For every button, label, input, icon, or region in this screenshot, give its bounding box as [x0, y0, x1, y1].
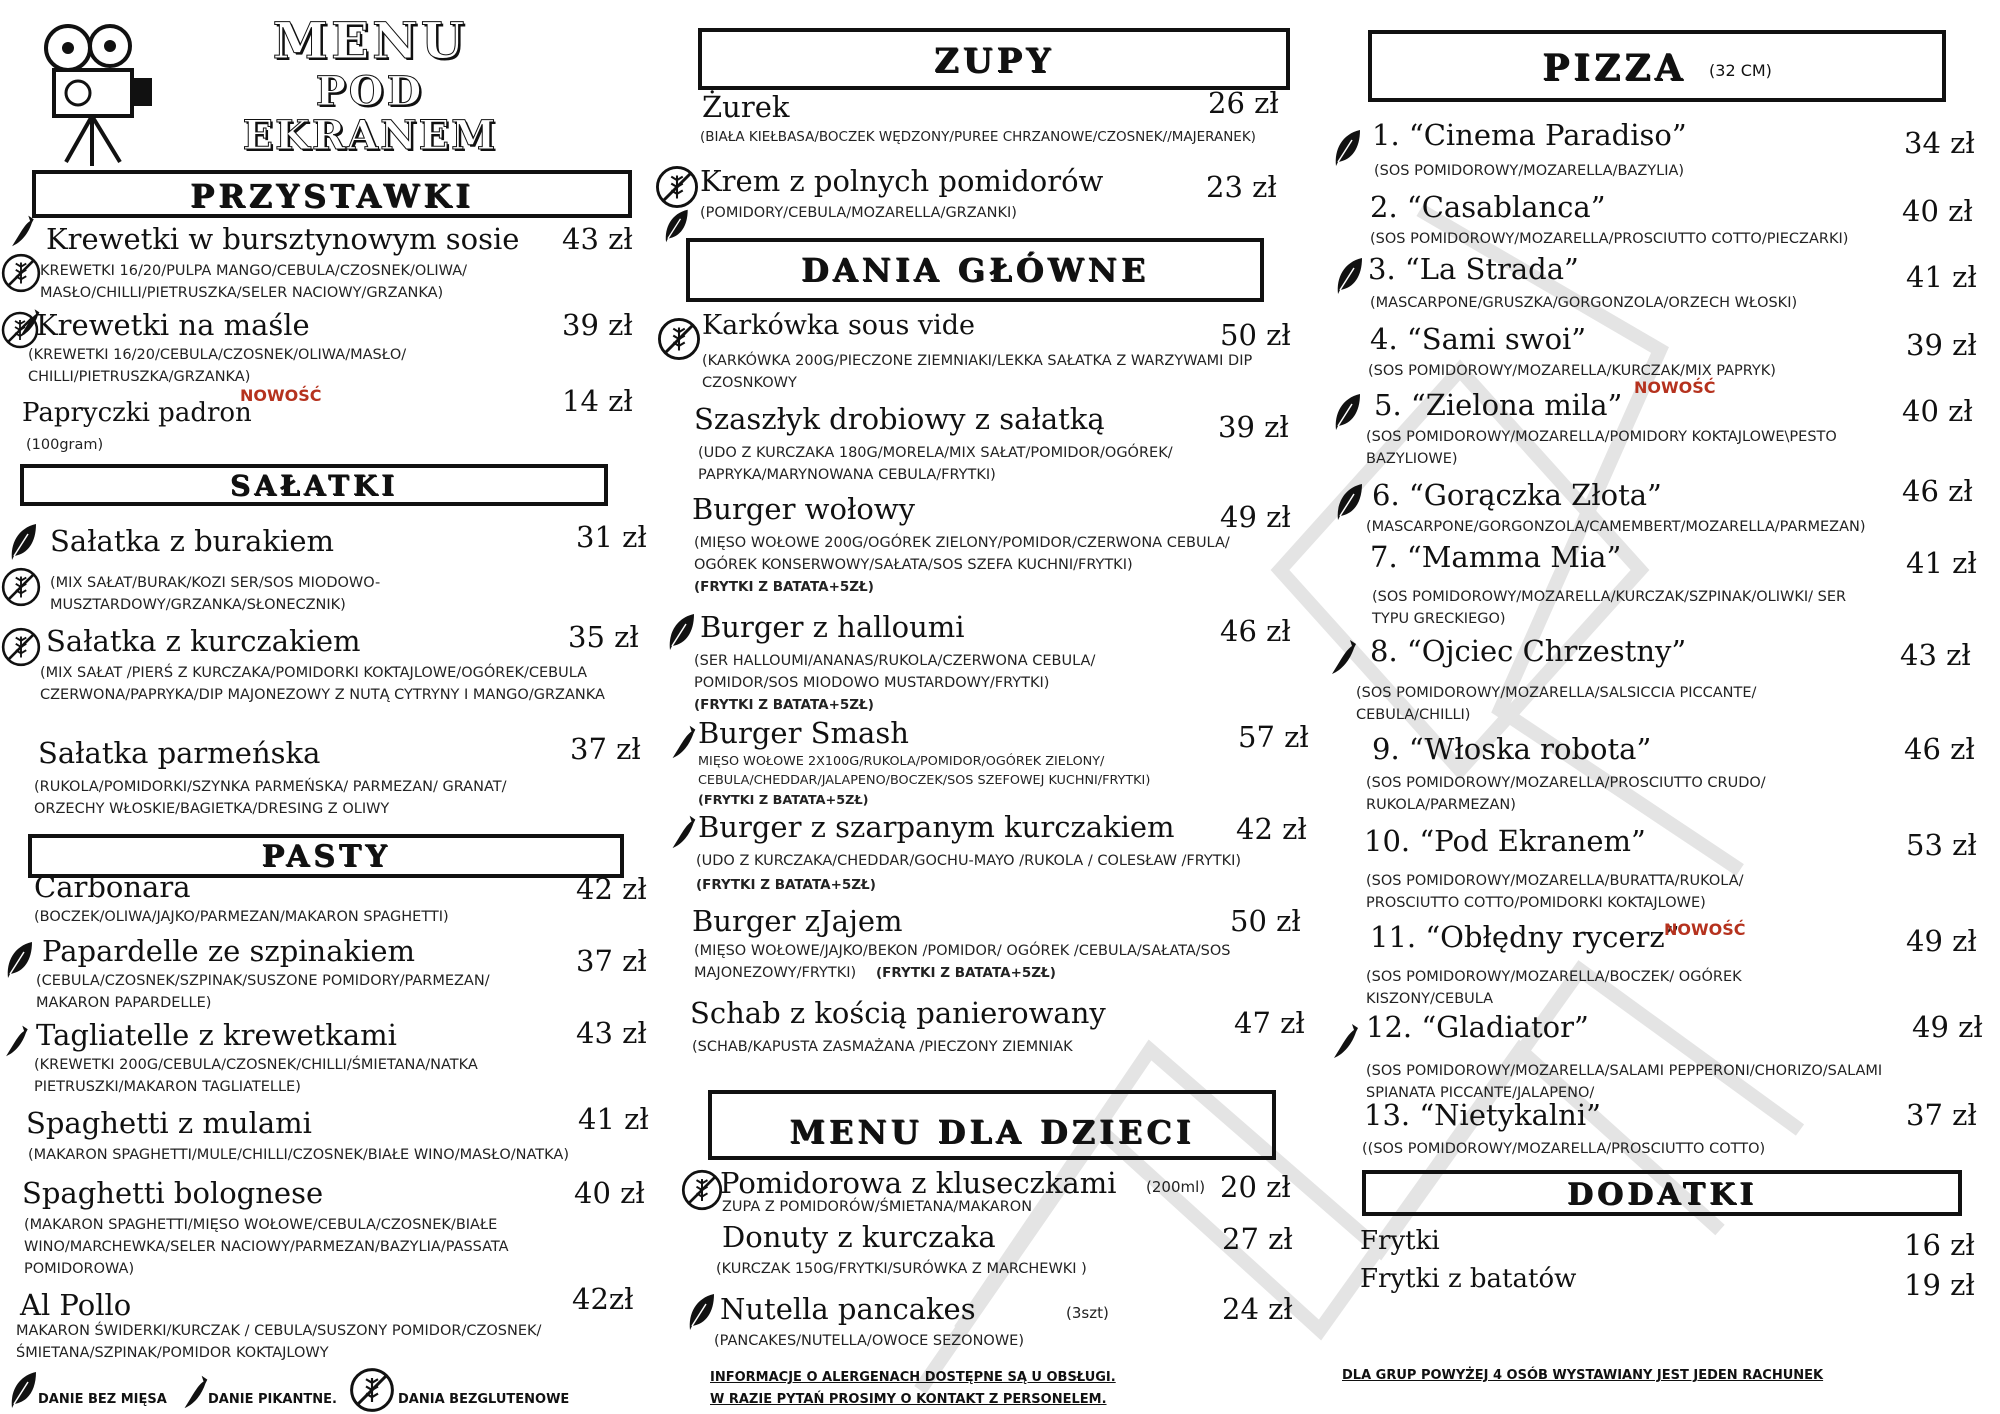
item-description: MAKARON ŚWIDERKI/KURCZAK / CEBULA/SUSZONY POMIDOR/CZOSNEK/ ŚMIETANA/SZPINAK/POMIDOR KOKTAJLOWY: [16, 1323, 542, 1361]
leaf-icon: [666, 612, 696, 652]
item-description: (SER HALLOUMI/ANANAS/RUKOLA/CZERWONA CEBULA/ POMIDOR/SOS MIODOWO MUSTARDOWY/FRYTKI): [694, 653, 1096, 691]
item-price: 49 zł: [1912, 1010, 1983, 1044]
item-name: Karkówka sous vide: [702, 310, 976, 341]
gluten-free-icon: [348, 1366, 396, 1414]
chili-icon: [668, 722, 698, 760]
item-description: (MASCARPONE/GRUSZKA/GORGONZOLA/ORZECH WŁOSKI): [1370, 295, 1798, 311]
chili-icon: [180, 1372, 210, 1410]
item-name: Sałatka z kurczakiem: [46, 624, 361, 658]
item-name: Donuty z kurczaka: [722, 1220, 996, 1254]
leaf-icon: [8, 522, 38, 562]
item-name: Frytki z batatów: [1360, 1264, 1577, 1294]
item-name: Szaszłyk drobiowy z sałatką: [694, 402, 1105, 436]
menu-title: MENU POD EKRANEM: [242, 11, 498, 159]
item-name: Al Pollo: [20, 1288, 132, 1322]
item-description: (MIX SAŁAT/BURAK/KOZI SER/SOS MIODOWO- MUSZTARDOWY/GRZANKA/SŁONECZNIK): [50, 575, 381, 613]
section-dania-glowne: DANIA GŁÓWNE: [686, 238, 1264, 302]
item-name: Burger wołowy: [692, 492, 916, 526]
item-price: 23 zł: [1206, 170, 1277, 204]
item-description: (PANCAKES/NUTELLA/OWOCE SEZONOWE): [714, 1333, 1025, 1349]
item-price: 35 zł: [568, 620, 639, 654]
item-description: (KREWETKI 16/20/CEBULA/CZOSNEK/OLIWA/MASŁO/ CHILLI/PIETRUSZKA/GRZANKA): [28, 347, 407, 385]
item-description: (SOS POMIDOROWY/MOZARELLA/SALAMI PEPPERONI/CHORIZO/SALAMI SPIANATA PICCANTE/JALAPENO/: [1366, 1063, 1883, 1101]
contact-info: W RAZIE PYTAŃ PROSIMY O KONTAKT Z PERSONELEM.: [710, 1392, 1107, 1407]
item-price: 40 zł: [574, 1176, 645, 1210]
item-description: (UDO Z KURCZAKA 180G/MORELA/MIX SAŁAT/POMIDOR/OGÓREK/ PAPRYKA/MARYNOWANA CEBULA/FRYTKI): [698, 445, 1173, 483]
item-description: (RUKOLA/POMIDORKI/SZYNKA PARMEŃSKA/ PARMEZAN/ GRANAT/ ORZECHY WŁOSKIE/BAGIETKA/DRESING Z OLIWY: [34, 779, 507, 817]
chili-icon: [1330, 1020, 1360, 1060]
new-badge: NOWOŚĆ: [240, 386, 322, 405]
item-price: 40 zł: [1902, 194, 1973, 228]
item-description: KREWETKI 16/20/PULPA MANGO/CEBULA/CZOSNEK/OLIWA/ MASŁO/CHILLI/PIETRUSZKA/SELER NACIOWY/GRZANKA): [40, 263, 468, 301]
item-name: 10. “Pod Ekranem”: [1364, 824, 1646, 858]
section-dodatki: DODATKI: [1362, 1170, 1962, 1216]
item-name: Sałatka parmeńska: [38, 736, 321, 770]
item-price: 39 zł: [1218, 410, 1289, 444]
item-name: 5. “Zielona mila”: [1374, 388, 1623, 422]
pizza-size: (32 CM): [1709, 61, 1772, 80]
item-description: (BOCZEK/OLIWA/JAJKO/PARMEZAN/MAKARON SPAGHETTI): [34, 909, 449, 925]
item-name: Krem z polnych pomidorów: [700, 164, 1104, 198]
item-price: 19 zł: [1904, 1268, 1975, 1302]
item-description: (SOS POMIDOROWY/MOZARELLA/BAZYLIA): [1374, 163, 1685, 179]
legend-gluten-free: DANIA BEZGLUTENOWE: [398, 1392, 570, 1407]
item-price: 14 zł: [562, 384, 633, 418]
item-price: 26 zł: [1208, 86, 1279, 120]
legend-spicy: DANIE PIKANTNE.: [208, 1392, 337, 1407]
item-name: Schab z kością panierowany: [690, 996, 1106, 1030]
item-price: 39 zł: [562, 308, 633, 342]
item-description: MIĘSO WOŁOWE 2X100G/RUKOLA/POMIDOR/OGÓREK ZIELONY/ CEBULA/CHEDDAR/JALAPENO/BOCZEK/SOS SZEFOWEJ KUCHNI/FRYTKI): [698, 754, 1151, 788]
item-price: 43 zł: [562, 222, 633, 256]
item-description: (SOS POMIDOROWY/MOZARELLA/PROSCIUTTO CRUDO/ RUKOLA/PARMEZAN): [1366, 775, 1766, 813]
gluten-free-icon: [656, 316, 702, 362]
item-name: Krewetki w bursztynowym sosie: [46, 222, 520, 256]
item-name: Frytki: [1360, 1226, 1440, 1256]
item-name: 12. “Gladiator”: [1366, 1010, 1589, 1044]
item-price: 42zł: [572, 1282, 634, 1316]
item-description: (100gram): [26, 437, 104, 453]
item-description: (BIAŁA KIEŁBASA/BOCZEK WĘDZONY/PUREE CHRZANOWE/CZOSNEK//MAJERANEK): [700, 129, 1256, 145]
item-description: (CEBULA/CZOSNEK/SZPINAK/SUSZONE POMIDORY/PARMEZAN/ MAKARON PAPARDELLE): [36, 973, 490, 1011]
item-description: (KURCZAK 150G/FRYTKI/SURÓWKA Z MARCHEWKI ): [716, 1261, 1087, 1277]
leaf-icon: [1332, 128, 1362, 168]
item-description: (SOS POMIDOROWY/MOZARELLA/KURCZAK/SZPINAK/OLIWKI/ SER TYPU GRECKIEGO): [1372, 589, 1847, 627]
item-price: 41 zł: [1906, 546, 1977, 580]
item-description: (SOS POMIDOROWY/MOZARELLA/POMIDORY KOKTAJLOWE\PESTO BAZYLIOWE): [1366, 429, 1837, 467]
item-quantity: (200ml): [1146, 1178, 1206, 1196]
section-zupy: ZUPY: [698, 28, 1290, 90]
section-pizza: PIZZA (32 CM): [1368, 30, 1946, 102]
item-name: 13. “Nietykalni”: [1364, 1098, 1601, 1132]
item-name: Krewetki na maśle: [36, 308, 310, 342]
leaf-icon: [4, 940, 34, 980]
gluten-free-icon: [680, 1168, 724, 1212]
item-name: Papryczki padron: [22, 398, 252, 428]
item-name: 2. “Casablanca”: [1370, 190, 1606, 224]
item-extra: (FRYTKI Z BATATA+5ZŁ): [696, 877, 876, 893]
leaf-icon: [686, 1292, 716, 1332]
item-price: 27 zł: [1222, 1222, 1293, 1256]
item-description: (SOS POMIDOROWY/MOZARELLA/PROSCIUTTO COTTO/PIECZARKI): [1370, 231, 1849, 247]
item-name: 8. “Ojciec Chrzestny”: [1370, 634, 1687, 668]
leaf-icon: [1334, 482, 1364, 522]
item-description: (SCHAB/KAPUSTA ZASMAŻANA /PIECZONY ZIEMNIAK: [692, 1039, 1073, 1055]
chili-icon: [8, 212, 36, 248]
chili-icon: [2, 1022, 30, 1058]
gluten-free-icon: [0, 252, 42, 294]
item-price: 24 zł: [1222, 1292, 1293, 1326]
item-price: 53 zł: [1906, 828, 1977, 862]
item-name: 1. “Cinema Paradiso”: [1372, 118, 1687, 152]
item-description: ((SOS POMIDOROWY/MOZARELLA/PROSCIUTTO COTTO): [1362, 1141, 1766, 1157]
item-description: (MIĘSO WOŁOWE 200G/OGÓREK ZIELONY/POMIDOR/CZERWONA CEBULA/ OGÓREK KONSERWOWY/SAŁATA/SOS SZEFA KUCHNI/FRYTKI): [694, 535, 1230, 573]
item-price: 50 zł: [1230, 904, 1301, 938]
item-price: 50 zł: [1220, 318, 1291, 352]
item-price: 42 zł: [576, 872, 647, 906]
item-name: 7. “Mamma Mia”: [1370, 540, 1622, 574]
item-name: Tagliatelle z krewetkami: [36, 1018, 397, 1052]
item-extra: (FRYTKI Z BATATA+5ZŁ): [876, 965, 1056, 981]
item-description: (KARKÓWKA 200G/PIECZONE ZIEMNIAKI/LEKKA SAŁATKA Z WARZYWAMI DIP CZOSNKOWY: [702, 353, 1253, 391]
item-name: Burger zJajem: [692, 904, 903, 938]
item-price: 37 zł: [1906, 1098, 1977, 1132]
gluten-free-icon: [0, 626, 42, 668]
item-extra: (FRYTKI Z BATATA+5ZŁ): [694, 697, 874, 713]
item-price: 46 zł: [1902, 474, 1973, 508]
item-quantity: (3szt): [1066, 1304, 1109, 1322]
item-price: 37 zł: [570, 732, 641, 766]
item-name: 3. “La Strada”: [1368, 252, 1579, 286]
film-camera-icon: [36, 20, 166, 168]
item-description: (MASCARPONE/GORGONZOLA/CAMEMBERT/MOZARELLA/PARMEZAN): [1366, 519, 1866, 535]
new-badge: NOWOŚĆ: [1664, 920, 1746, 939]
item-name: 9. “Włoska robota”: [1372, 732, 1652, 766]
gluten-free-icon: [0, 566, 42, 608]
item-price: 49 zł: [1906, 924, 1977, 958]
item-name: Nutella pancakes: [720, 1292, 976, 1326]
item-description: (UDO Z KURCZAKA/CHEDDAR/GOCHU-MAYO /RUKOLA / COLESŁAW /FRYTKI): [696, 853, 1242, 869]
leaf-icon: [1334, 256, 1364, 296]
item-description: (MIX SAŁAT /PIERŚ Z KURCZAKA/POMIDORKI KOKTAJLOWE/OGÓREK/CEBULA CZERWONA/PAPRYKA/DIP MAJONEZOWY Z NUTĄ CYTRYNY I MANGO/GRZANKA: [40, 665, 605, 703]
item-price: 43 zł: [1900, 638, 1971, 672]
section-przystawki: PRZYSTAWKI: [32, 170, 632, 218]
leaf-icon: [1332, 392, 1362, 432]
item-price: 41 zł: [578, 1102, 649, 1136]
item-price: 42 zł: [1236, 812, 1307, 846]
item-name: Żurek: [702, 90, 790, 124]
group-bill-note: DLA GRUP POWYŻEJ 4 OSÓB WYSTAWIANY JEST JEDEN RACHUNEK: [1342, 1368, 1824, 1383]
chili-icon: [668, 812, 698, 850]
item-description: (SOS POMIDOROWY/MOZARELLA/BOCZEK/ OGÓREK KISZONY/CEBULA: [1366, 969, 1742, 1007]
item-name: Burger Smash: [698, 716, 909, 750]
legend-vegetarian: DANIE BEZ MIĘSA: [38, 1392, 167, 1407]
leaf-icon: [8, 1370, 38, 1410]
item-price: 46 zł: [1904, 732, 1975, 766]
item-price: 16 zł: [1904, 1228, 1975, 1262]
item-price: 57 zł: [1238, 720, 1309, 754]
item-description: (MAKARON SPAGHETTI/MULE/CHILLI/CZOSNEK/BIAŁE WINO/MASŁO/NATKA): [28, 1147, 569, 1163]
item-description: ZUPA Z POMIDORÓW/ŚMIETANA/MAKARON: [722, 1199, 1033, 1215]
item-name: Spaghetti bolognese: [22, 1176, 324, 1210]
item-description: (MAKARON SPAGHETTI/MIĘSO WOŁOWE/CEBULA/CZOSNEK/BIAŁE WINO/MARCHEWKA/SELER NACIOWY/PARMEZAN/BAZYLIA/PASSATA POMIDOROWA): [24, 1217, 509, 1277]
item-name: Pomidorowa z kluseczkami: [720, 1166, 1117, 1200]
item-name: Burger z szarpanym kurczakiem: [698, 810, 1175, 844]
item-extra: (FRYTKI Z BATATA+5ZŁ): [698, 793, 869, 808]
item-name: Sałatka z burakiem: [50, 524, 334, 558]
item-description: (POMIDORY/CEBULA/MOZARELLA/GRZANKI): [700, 205, 1017, 221]
item-name: Burger z halloumi: [700, 610, 965, 644]
item-price: 20 zł: [1220, 1170, 1291, 1204]
item-extra: (FRYTKI Z BATATA+5ZŁ): [694, 579, 874, 595]
allergen-info: INFORMACJE O ALERGENACH DOSTĘPNE SĄ U OBSŁUGI.: [710, 1370, 1116, 1385]
gluten-free-icon: [654, 164, 700, 210]
item-price: 46 zł: [1220, 614, 1291, 648]
item-description: (SOS POMIDOROWY/MOZARELLA/SALSICCIA PICCANTE/ CEBULA/CHILLI): [1356, 685, 1757, 723]
chili-icon: [1328, 636, 1358, 676]
item-price: 41 zł: [1906, 260, 1977, 294]
item-name: 6. “Gorączka Złota”: [1372, 478, 1662, 512]
section-salatki: SAŁATKI: [20, 464, 608, 506]
item-name: Spaghetti z mulami: [26, 1106, 312, 1140]
item-name: 4. “Sami swoi”: [1370, 322, 1587, 356]
item-price: 47 zł: [1234, 1006, 1305, 1040]
new-badge: NOWOŚĆ: [1634, 378, 1716, 397]
item-price: 31 zł: [576, 520, 647, 554]
item-description: (KREWETKI 200G/CEBULA/CZOSNEK/CHILLI/ŚMIETANA/NATKA PIETRUSZKI/MAKARON TAGLIATELLE): [34, 1057, 478, 1095]
item-price: 49 zł: [1220, 500, 1291, 534]
item-price: 39 zł: [1906, 328, 1977, 362]
item-name: 11. “Obłędny rycerz”: [1370, 920, 1680, 954]
item-description: (SOS POMIDOROWY/MOZARELLA/KURCZAK/MIX PAPRYK): [1368, 363, 1776, 379]
item-price: 37 zł: [576, 944, 647, 978]
item-name: Carbonara: [34, 870, 191, 904]
item-price: 34 zł: [1904, 126, 1975, 160]
item-price: 43 zł: [576, 1016, 647, 1050]
section-menu-dla-dzieci: MENU DLA DZIECI: [708, 1090, 1276, 1160]
section-pasty: PASTY: [28, 834, 624, 878]
item-price: 40 zł: [1902, 394, 1973, 428]
item-name: Papardelle ze szpinakiem: [42, 934, 416, 968]
item-description: (MIĘSO WOŁOWE/JAJKO/BEKON /POMIDOR/ OGÓREK /CEBULA/SAŁATA/SOS MAJONEZOWY/FRYTKI): [694, 943, 1231, 981]
item-description: (SOS POMIDOROWY/MOZARELLA/BURATTA/RUKOLA/ PROSCIUTTO COTTO/POMIDORKI KOKTAJLOWE): [1366, 873, 1744, 911]
